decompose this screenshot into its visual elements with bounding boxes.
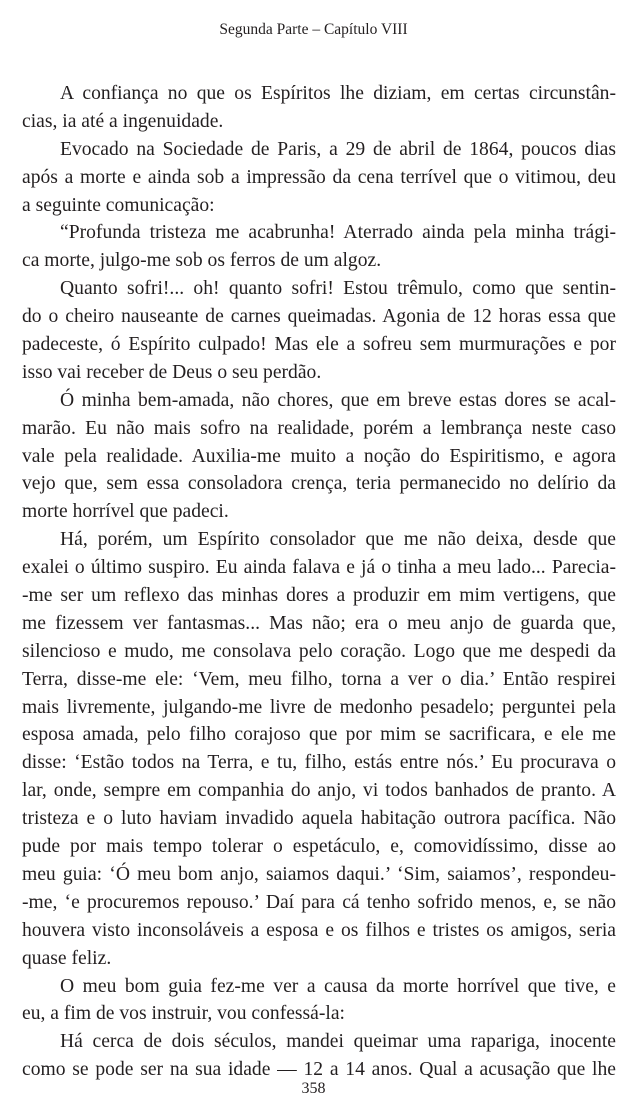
text-line: pude por mais tempo tolerar o espetáculo, e, comovidíssimo, disse ao [22, 836, 616, 858]
text-line: esposa amada, pelo filho corajoso que por mim se sacrificara, e ele me [22, 724, 616, 746]
text-line: A confiança no que os Espíritos lhe diziam, em certas circunstân- [60, 83, 616, 104]
text-line: -me, ‘e procuremos repouso.’ Daí para cá tenho sofrido menos, e, se não [22, 891, 616, 913]
text-line: eu, a fim de vos instruir, vou confessá-la: [22, 1003, 345, 1025]
text-line: após a morte e ainda sob a impressão da cena terrível que o vitimou, deu [22, 166, 616, 188]
text-line: Há, porém, um Espírito consolador que me não deixa, desde que [60, 529, 616, 551]
text-line: a seguinte comunicação: [22, 194, 215, 216]
text-line: houvera visto inconsoláveis a esposa e os filhos e tristes os amigos, seria [22, 919, 616, 941]
text-line: do o cheiro nauseante de carnes queimadas. Agonia de 12 horas essa que [22, 306, 616, 328]
text-line: O meu bom guia fez-me ver a causa da morte horrível que tive, e [60, 975, 616, 997]
text-line: tristeza e o luto haviam invadido aquela habitação outrora pacífica. Não [22, 808, 616, 830]
text-line: Há cerca de dois séculos, mandei queimar uma rapariga, inocente [60, 1031, 616, 1053]
text-line: mais livremente, julgando-me livre de medonho pesadelo; perguntei pela [22, 696, 616, 718]
text-line: quase feliz. [22, 947, 112, 969]
text-line: Quanto sofri!... oh! quanto sofri! Estou trêmulo, como que sentin- [60, 278, 616, 300]
body-text [22, 80, 616, 1084]
text-line: lar, onde, sempre em companhia do anjo, vi todos banhados de pranto. A [22, 780, 616, 802]
page-number: 358 [301, 1080, 326, 1097]
text-line: marão. Eu não mais sofro na realidade, porém a lembrança neste caso [22, 417, 616, 439]
text-line: me fizessem ver fantasmas... Mas não; era o meu anjo de guarda que, [22, 612, 616, 634]
text-line: vejo que, sem essa consoladora crença, teria permanecido no delírio da [22, 473, 616, 495]
text-line: vale pela realidade. Auxilia-me muito a noção do Espiritismo, e agora [22, 445, 616, 467]
text-line: padeceste, ó Espírito culpado! Mas ele a sofreu sem murmurações e por [22, 334, 616, 356]
text-line: morte horrível que padeci. [22, 501, 229, 523]
text-line: Ó minha bem-amada, não chores, que em breve estas dores se acal- [60, 389, 616, 411]
text-line: Terra, disse-me ele: ‘Vem, meu filho, torna a ver o dia.’ Então respirei [22, 668, 616, 690]
text-line: meu guia: ‘Ó meu bom anjo, saiamos daqui.’ ‘Sim, saiamos’, respondeu- [22, 863, 616, 885]
text-line: isso vai receber de Deus o seu perdão. [22, 361, 322, 383]
text-line: ca morte, julgo-me sob os ferros de um algoz. [22, 250, 382, 272]
text-line: disse: ‘Estão todos na Terra, e tu, filho, estás entre nós.’ Eu procurava o [22, 752, 616, 774]
text-line: silencioso e mudo, me consolava pelo coração. Logo que me despedi da [22, 640, 616, 662]
text-line: “Profunda tristeza me acabrunha! Aterrado ainda pela minha trági- [60, 222, 616, 244]
text-line: Evocado na Sociedade de Paris, a 29 de abril de 1864, poucos dias [60, 138, 616, 160]
text-line: cias, ia até a ingenuidade. [22, 110, 224, 132]
text-line: como se pode ser na sua idade — 12 a 14 anos. Qual a acusação que lhe [22, 1059, 616, 1081]
text-line: exalei o último suspiro. Eu ainda falava e já o tinha a meu lado... Parecia- [22, 557, 616, 579]
running-header: Segunda Parte – Capítulo VIII [219, 21, 408, 38]
text-line: -me ser um reflexo das minhas dores a produzir em mim vertigens, que [22, 585, 616, 607]
